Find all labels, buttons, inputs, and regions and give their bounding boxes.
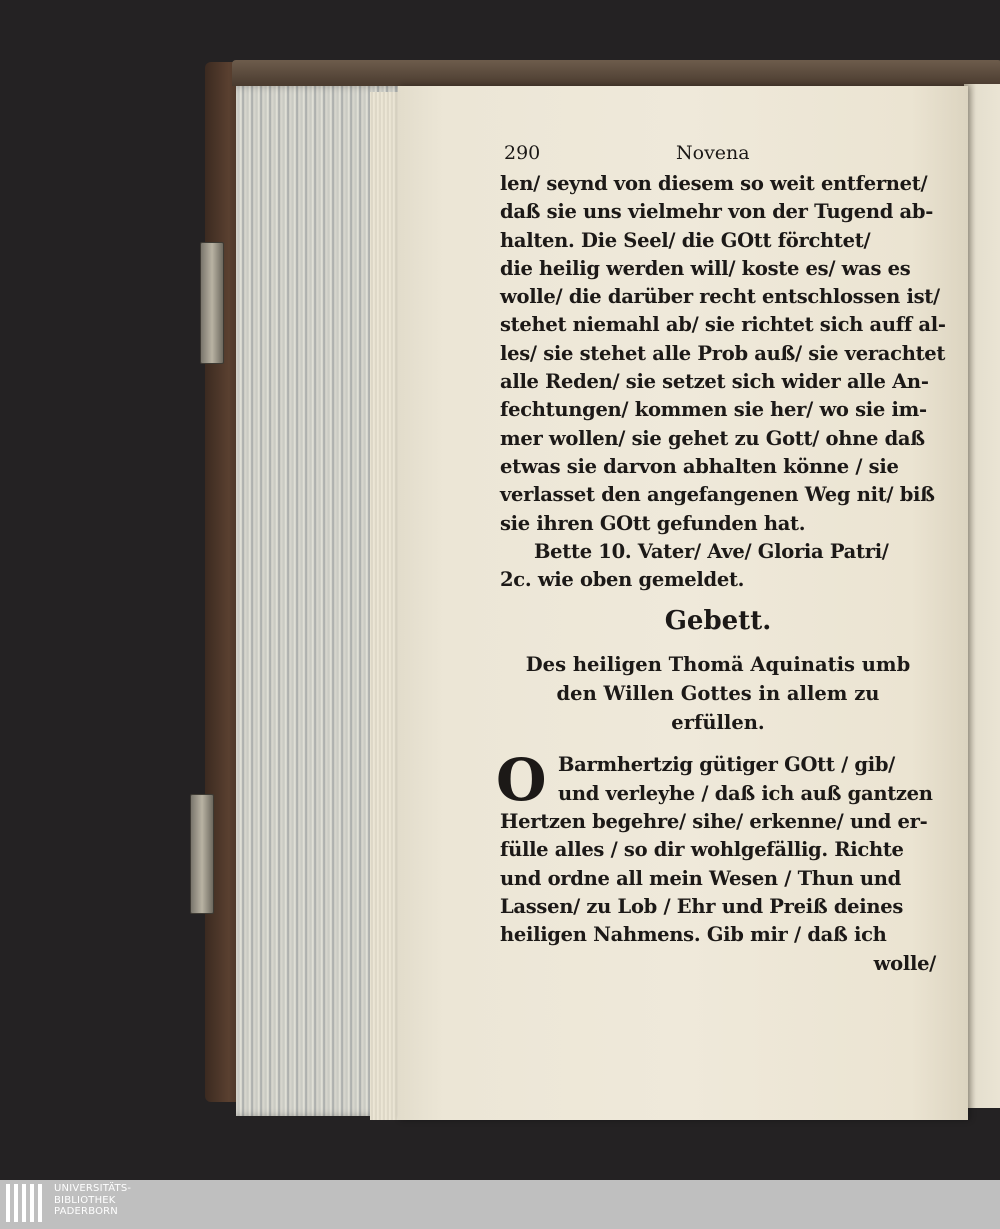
text-line: und verleyhe / daß ich auß gantzen (558, 781, 933, 805)
subheading-line: Des heiligen Thomä Aquinatis umb (525, 653, 911, 677)
book-clasp-upper (200, 242, 224, 364)
text-line: les/ sie stehet alle Prob auß/ sie verachtet (500, 341, 946, 365)
text-line: heiligen Nahmens. Gib mir / daß ich (500, 923, 887, 947)
section-heading: Gebett. (664, 606, 772, 637)
text-line: mer wollen/ sie gehet zu Gott/ ohne daß (500, 426, 925, 450)
text-line: len/ seynd von diesem so weit entfernet/ (500, 172, 928, 195)
text-line: die heilig werden will/ koste es/ was es (500, 256, 911, 280)
text-line: sie ihren GOtt gefunden hat. (500, 511, 806, 535)
text-line: 2c. wie oben gemeldet. (500, 568, 745, 592)
book-cover-top-edge (232, 60, 1000, 86)
library-name-line: BIBLIOTHEK (54, 1194, 116, 1206)
text-line: Lassen/ zu Lob / Ehr und Preiß deines (500, 894, 904, 918)
catchword: wolle/ (873, 951, 936, 975)
facing-page-edge (964, 84, 1000, 1108)
text-line: alle Reden/ sie setzet sich wider alle An- (500, 370, 929, 394)
book-clasp-lower (190, 794, 214, 914)
text-line: und ordne all mein Wesen / Thun und (500, 866, 902, 890)
subheading-line: den Willen Gottes in allem zu (556, 682, 880, 706)
library-logo-icon (6, 1184, 48, 1224)
page-number: 290 (504, 142, 541, 164)
library-footer (0, 1180, 1000, 1229)
text-line: fechtungen/ kommen sie her/ wo sie im- (500, 398, 927, 422)
text-line: Bette 10. Vater/ Ave/ Gloria Patri/ (534, 539, 889, 563)
body-paragraph (500, 170, 946, 538)
text-line: Barmhertzig gütiger GOtt / gib/ (558, 753, 895, 777)
text-line: wolle/ die darüber recht entschlossen ist/ (500, 285, 940, 309)
text-line: fülle alles / so dir wohlgefällig. Richte (500, 838, 904, 862)
prayer-paragraph (496, 746, 936, 977)
library-name-line: UNIVERSITÄTS- (54, 1183, 132, 1194)
running-title: Novena (676, 142, 750, 164)
subheading-line: erfüllen. (671, 711, 765, 735)
text-line: stehet niemahl ab/ sie richtet sich auff al- (500, 313, 946, 337)
page-text (496, 140, 946, 978)
section-subheading (500, 650, 936, 737)
instruction-paragraph (500, 538, 936, 595)
drop-cap: O (496, 746, 547, 815)
text-line: verlasset den angefangenen Weg nit/ biß (500, 483, 935, 507)
library-name (54, 1183, 131, 1218)
text-line: daß sie uns vielmehr von der Tugend ab- (500, 200, 934, 224)
text-line: halten. Die Seel/ die GOtt förchtet/ (500, 228, 871, 252)
text-line: etwas sie darvon abhalten könne / sie (500, 454, 899, 478)
text-line: Hertzen begehre/ sihe/ erkenne/ und er- (500, 810, 928, 834)
library-name-line: PADERBORN (54, 1206, 118, 1217)
page-header (500, 140, 936, 170)
